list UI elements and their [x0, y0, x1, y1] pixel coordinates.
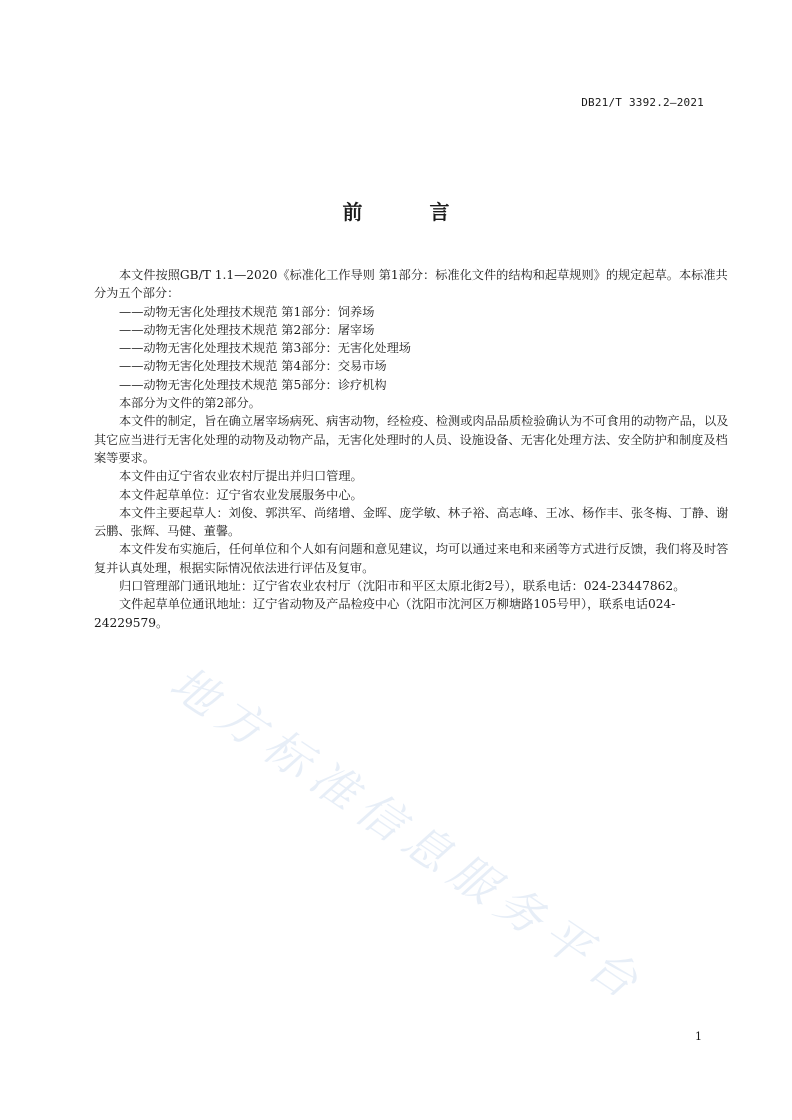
paragraph-intro: 本文件按照GB/T 1.1—2020《标准化工作导则 第1部分：标准化文件的结构和起草规则》的规定起草。本标准共分为五个部分：	[94, 268, 728, 301]
list-item-part-5: ——动物无害化处理技术规范 第5部分：诊疗机构	[119, 377, 387, 392]
paragraph-feedback: 本文件发布实施后，任何单位和个人如有问题和意见建议，均可以通过来电和来函等方式进行反馈，我们将及时答复并认真处理，根据实际情况依法进行评估及复审。	[94, 542, 729, 575]
watermark: 地方标准信息服务平台	[160, 655, 656, 1014]
paragraph-drafting-unit: 本文件起草单位：辽宁省农业发展服务中心。	[119, 487, 363, 502]
list-item-part-4: ——动物无害化处理技术规范 第4部分：交易市场	[119, 359, 387, 374]
list-item-part-1: ——动物无害化处理技术规范 第1部分：饲养场	[119, 304, 375, 319]
document-code: DB21/T 3392.2—2021	[581, 96, 704, 109]
paragraph-drafter-contact: 文件起草单位通讯地址：辽宁省动物及产品检疫中心（沈阳市沈河区万柳塘路105号甲），联系电话024-24229579。	[94, 597, 676, 630]
list-item-part-2: ——动物无害化处理技术规范 第2部分：屠宰场	[119, 322, 375, 337]
page-number: 1	[695, 1030, 702, 1043]
paragraph-admin-contact: 归口管理部门通讯地址：辽宁省农业农村厅（沈阳市和平区太原北街2号），联系电话：024-23447862。	[119, 579, 686, 594]
paragraph-purpose: 本文件的制定，旨在确立屠宰场病死、病害动物，经检疫、检测或肉品品质检验确认为不可食用的动物产品，以及其它应当进行无害化处理的动物及动物产品，无害化处理时的人员、设施设备、无害化处理方法、安全防护和制度及档案等要求。	[94, 414, 729, 465]
foreword-body	[94, 266, 736, 632]
paragraph-proposer: 本文件由辽宁省农业农村厅提出并归口管理。	[119, 469, 363, 484]
page-title: 前 言	[342, 200, 480, 224]
list-item-part-3: ——动物无害化处理技术规范 第3部分：无害化处理场	[119, 341, 411, 356]
paragraph-drafters: 本文件主要起草人：刘俊、郭洪军、尚绪增、金晖、庞学敏、林子裕、高志峰、王冰、杨作丰、张冬梅、丁静、谢云鹏、张辉、马健、董馨。	[94, 505, 729, 539]
paragraph-part-note: 本部分为文件的第2部分。	[119, 396, 261, 411]
